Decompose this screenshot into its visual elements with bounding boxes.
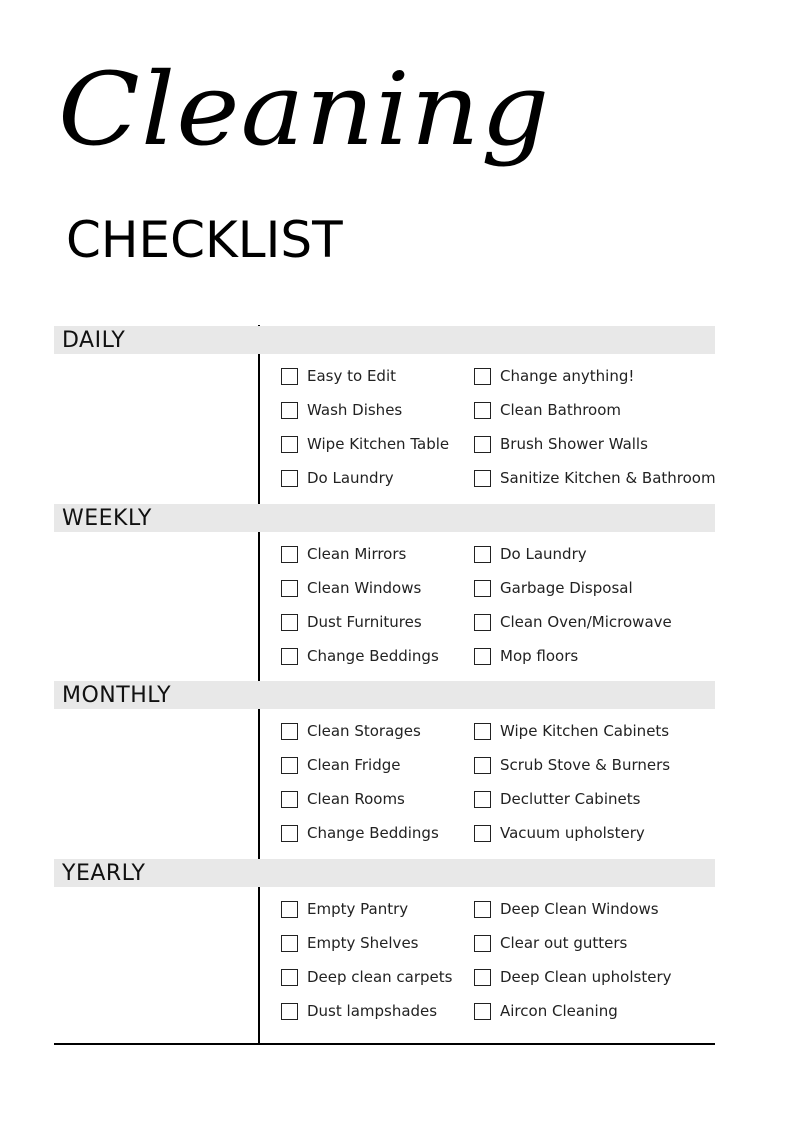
checklist-item-label: Dust Furnitures [307, 613, 422, 631]
checkbox[interactable] [281, 723, 298, 740]
checklist-item-label: Clean Fridge [307, 756, 401, 774]
section-header-weekly [54, 504, 715, 532]
section-title: WEEKLY [62, 506, 152, 531]
checklist-item-label: Empty Pantry [307, 900, 409, 918]
section-title: DAILY [62, 328, 126, 353]
checklist-item[interactable] [281, 932, 418, 954]
checkbox[interactable] [281, 402, 298, 419]
checkbox[interactable] [281, 1003, 298, 1020]
checklist-item-label: Brush Shower Walls [500, 435, 648, 453]
checklist-item-label: Clear out gutters [500, 934, 628, 952]
checkbox[interactable] [474, 546, 491, 563]
checklist-item-label: Wipe Kitchen Cabinets [500, 722, 670, 740]
section-title: MONTHLY [62, 683, 172, 708]
checklist-item-label: Empty Shelves [307, 934, 419, 952]
checkbox[interactable] [474, 901, 491, 918]
checklist-item[interactable] [474, 467, 716, 489]
checkbox[interactable] [474, 436, 491, 453]
checkbox[interactable] [474, 580, 491, 597]
checklist-item-label: Scrub Stove & Burners [500, 756, 671, 774]
checkbox[interactable] [474, 935, 491, 952]
checklist-item[interactable] [474, 788, 640, 810]
checklist-item-label: Sanitize Kitchen & Bathroom [500, 469, 716, 487]
checklist-item[interactable] [281, 966, 452, 988]
checkbox[interactable] [474, 825, 491, 842]
checkbox[interactable] [281, 825, 298, 842]
checkbox[interactable] [281, 791, 298, 808]
section-title: YEARLY [62, 861, 146, 886]
checkbox[interactable] [474, 1003, 491, 1020]
checklist-item-label: Deep Clean Windows [500, 900, 659, 918]
checklist-item-label: Clean Windows [307, 579, 422, 597]
checkbox[interactable] [474, 723, 491, 740]
checklist-item-label: Wipe Kitchen Table [307, 435, 450, 453]
checklist-item-label: Aircon Cleaning [500, 1002, 618, 1020]
checklist-item[interactable] [474, 754, 670, 776]
checklist-item[interactable] [281, 1000, 437, 1022]
checkbox[interactable] [281, 757, 298, 774]
checklist-item[interactable] [474, 543, 587, 565]
checklist-item-label: Wash Dishes [307, 401, 403, 419]
checklist-item-label: Do Laundry [307, 469, 394, 487]
checklist-item[interactable] [281, 822, 439, 844]
checklist-item-label: Clean Mirrors [307, 545, 407, 563]
checkbox[interactable] [281, 614, 298, 631]
checklist-item-label: Mop floors [500, 647, 579, 665]
checklist-item[interactable] [281, 754, 400, 776]
checkbox[interactable] [281, 580, 298, 597]
checklist-item-label: Clean Rooms [307, 790, 405, 808]
checklist-item-label: Vacuum upholstery [500, 824, 645, 842]
checklist-item-label: Change anything! [500, 367, 635, 385]
checklist-item[interactable] [281, 611, 422, 633]
checklist-item-label: Deep Clean upholstery [500, 968, 672, 986]
checklist-item[interactable] [281, 577, 421, 599]
checkbox[interactable] [474, 470, 491, 487]
checklist-item[interactable] [281, 788, 405, 810]
bottom-rule [54, 1043, 715, 1045]
checklist-item[interactable] [281, 898, 408, 920]
section-header-monthly [54, 681, 715, 709]
checkbox[interactable] [281, 935, 298, 952]
checkbox[interactable] [281, 901, 298, 918]
checklist-item[interactable] [474, 966, 671, 988]
checkbox[interactable] [281, 546, 298, 563]
checklist-item-label: Clean Storages [307, 722, 421, 740]
checkbox[interactable] [474, 757, 491, 774]
checklist-item[interactable] [474, 611, 672, 633]
checklist-item-label: Change Beddings [307, 824, 439, 842]
checkbox[interactable] [281, 436, 298, 453]
checklist-item[interactable] [281, 467, 394, 489]
checklist-item[interactable] [474, 645, 578, 667]
checklist-item[interactable] [474, 433, 648, 455]
checklist-item-label: Clean Bathroom [500, 401, 622, 419]
checkbox[interactable] [281, 969, 298, 986]
checklist-item[interactable] [474, 932, 627, 954]
checklist-item-label: Easy to Edit [307, 367, 397, 385]
checklist-item-label: Dust lampshades [307, 1002, 438, 1020]
checklist-item[interactable] [474, 898, 659, 920]
checklist-item-label: Declutter Cabinets [500, 790, 641, 808]
section-header-daily [54, 326, 715, 354]
section-header-yearly [54, 859, 715, 887]
checkbox[interactable] [281, 470, 298, 487]
checklist-item[interactable] [281, 399, 402, 421]
checkbox[interactable] [281, 368, 298, 385]
checklist-item[interactable] [474, 720, 669, 742]
page-subtitle: CHECKLIST [66, 211, 343, 269]
checkbox[interactable] [474, 368, 491, 385]
checklist-item[interactable] [474, 822, 645, 844]
checklist-item-label: Clean Oven/Microwave [500, 613, 672, 631]
checkbox[interactable] [474, 791, 491, 808]
checklist-item-label: Deep clean carpets [307, 968, 453, 986]
checkbox[interactable] [474, 648, 491, 665]
checkbox[interactable] [474, 614, 491, 631]
checklist-item[interactable] [474, 577, 633, 599]
checklist-item[interactable] [281, 433, 449, 455]
checklist-item[interactable] [281, 365, 396, 387]
checklist-item-label: Change Beddings [307, 647, 439, 665]
checklist-item[interactable] [281, 543, 406, 565]
checklist-item[interactable] [281, 720, 421, 742]
checklist-item[interactable] [281, 645, 439, 667]
checklist-item[interactable] [474, 399, 621, 421]
checkbox[interactable] [281, 648, 298, 665]
checkbox[interactable] [474, 402, 491, 419]
checkbox[interactable] [474, 969, 491, 986]
page-title: Cleaning [58, 51, 551, 168]
checklist-item-label: Garbage Disposal [500, 579, 633, 597]
checklist-item[interactable] [474, 365, 634, 387]
checklist-item[interactable] [474, 1000, 618, 1022]
checklist-item-label: Do Laundry [500, 545, 587, 563]
